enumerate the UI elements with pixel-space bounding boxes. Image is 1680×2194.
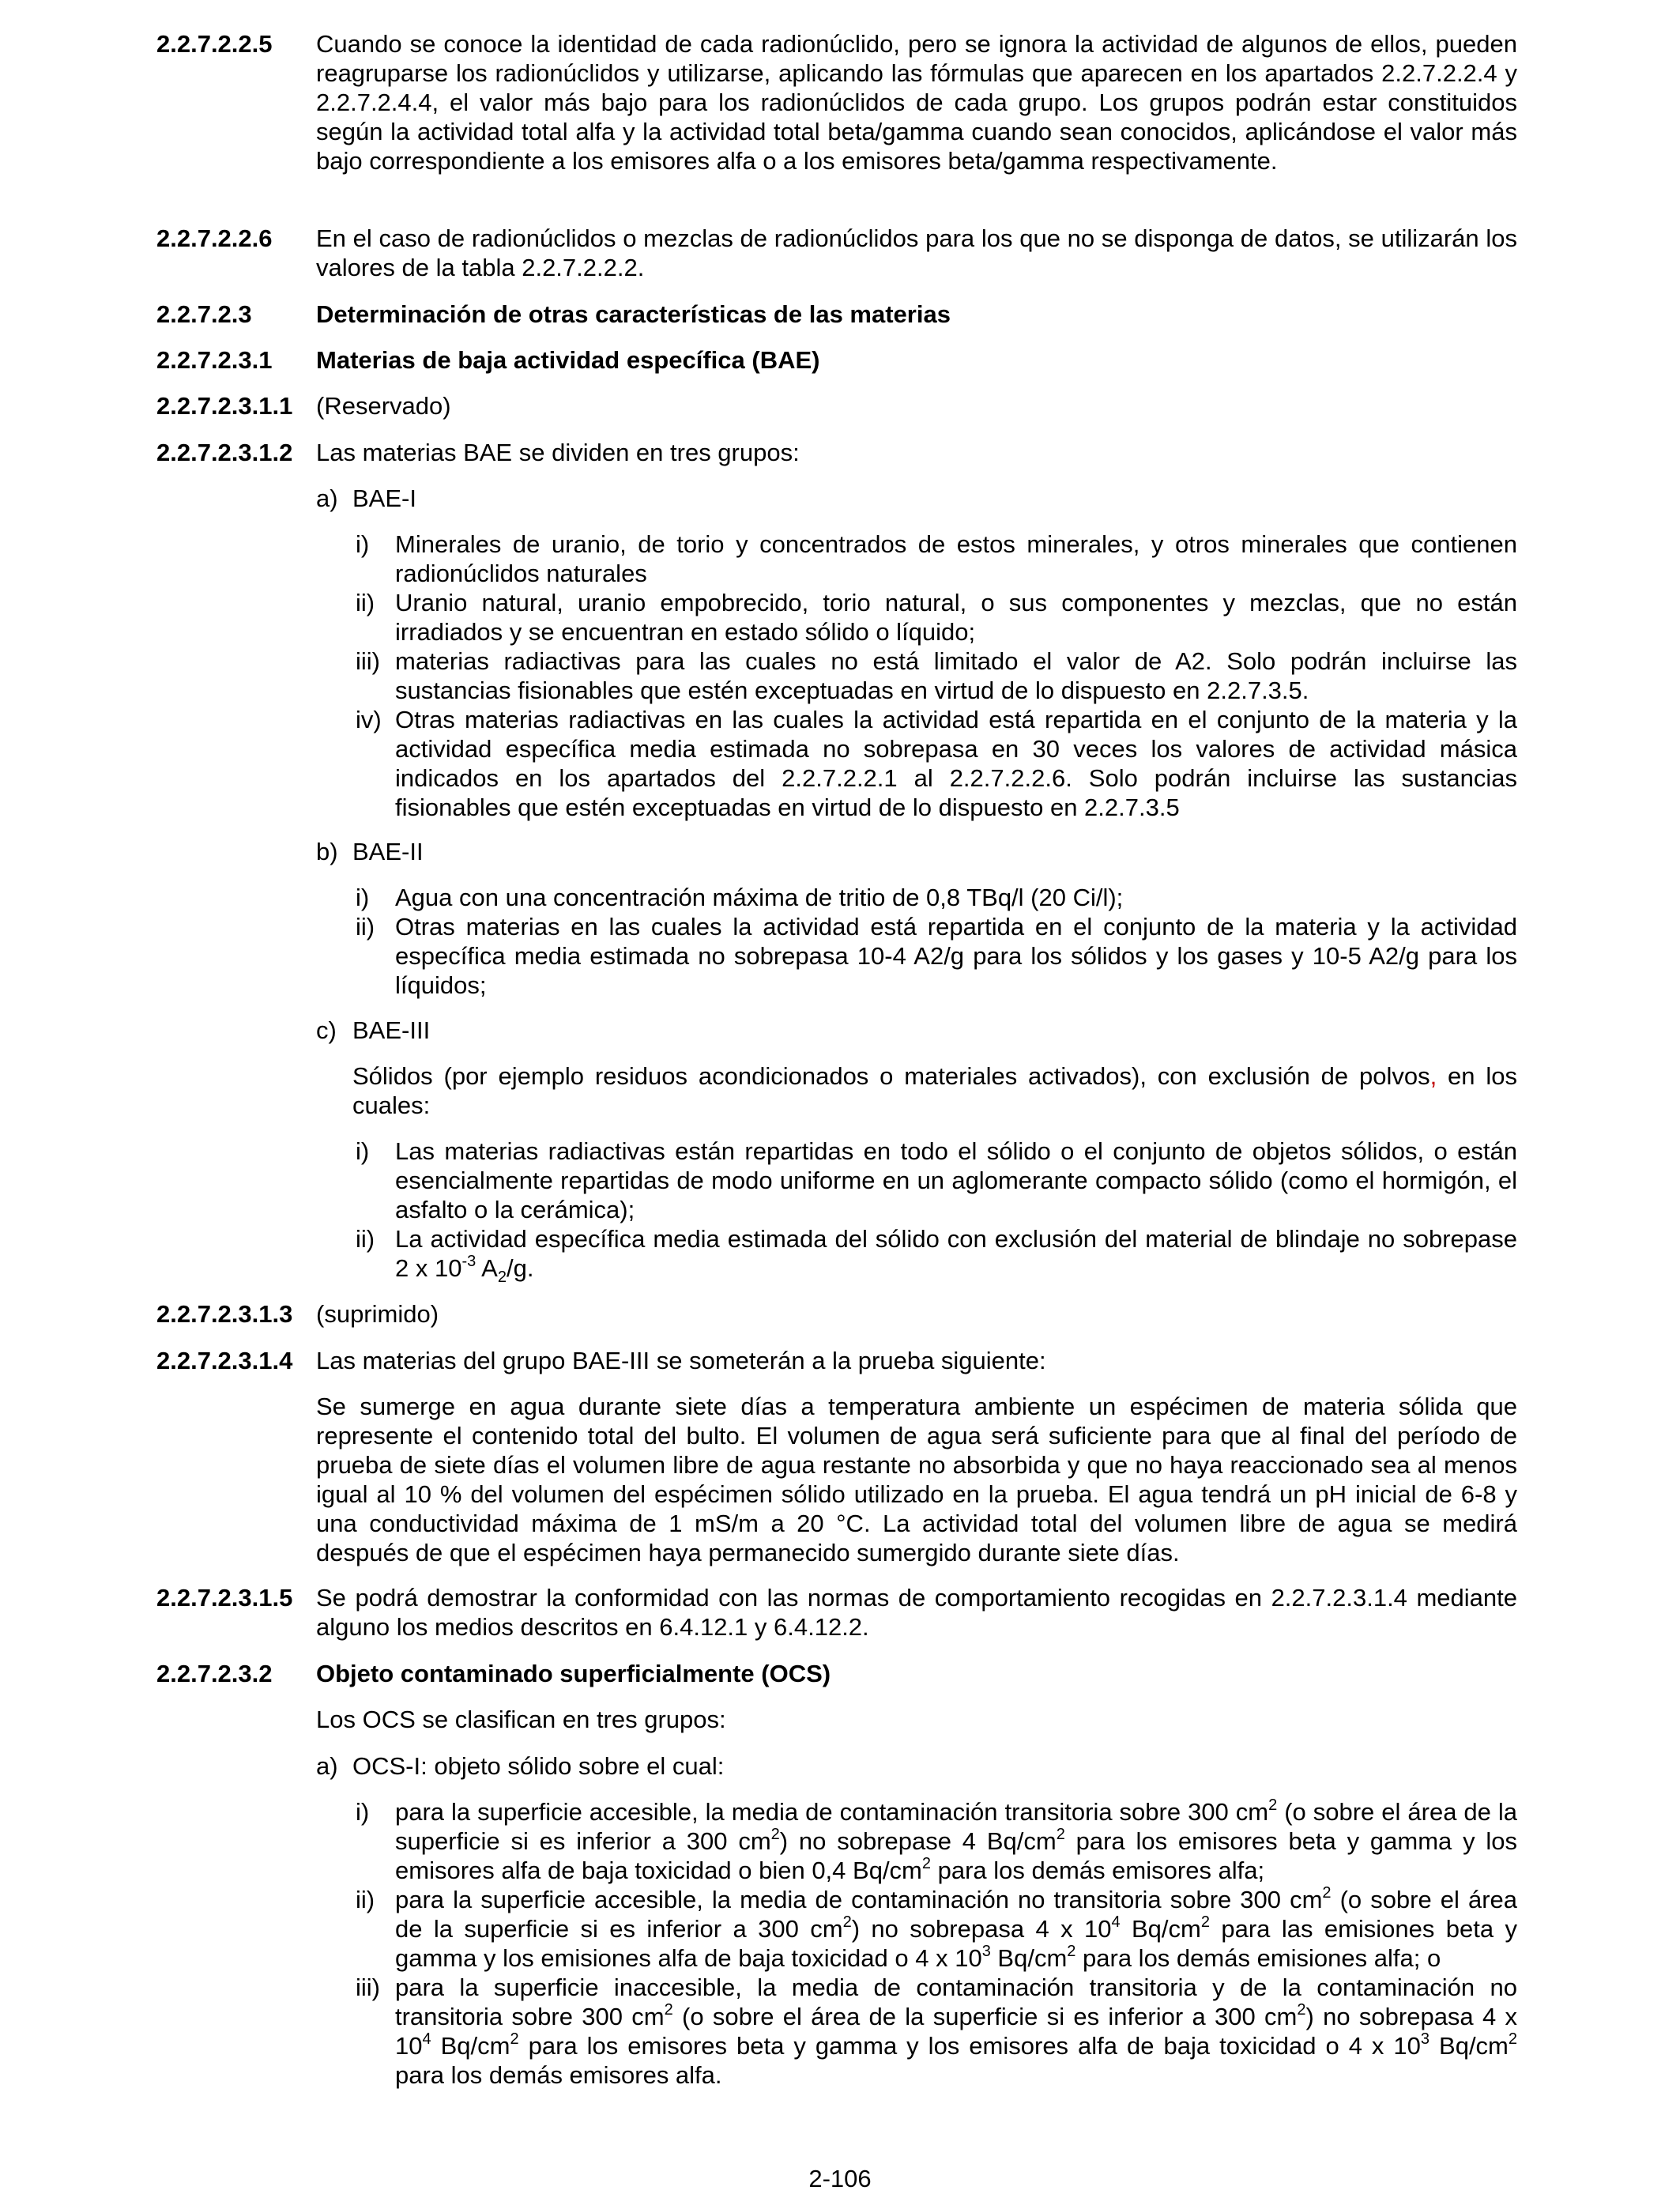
section-number: 2.2.7.2.2.6 <box>156 224 273 252</box>
item-text: para la superficie accesible, la media de contaminación transitoria sobre 300 $cm^2$ (o sobre el área de la superficie si es inferior a 300 $cm^2$) no sobrepase 4 $Bq/cm^2$ para los emisores beta y gamma y los emisores alfa de baja toxicidad o bien 0,4 $Bq/cm^2$ para los demás emisores alfa; <box>395 1796 1517 1884</box>
section-number: 2.2.7.2.3.1.4 <box>156 1347 293 1374</box>
item-title: BAE-II <box>352 838 424 865</box>
item-text: Uranio natural, uranio empobrecido, torio natural, o sus componentes y mezclas, que no están irradiados y se encuentran en estado sólido o líquido; <box>395 589 1517 646</box>
item-label: c) <box>316 1016 337 1044</box>
list-item <box>356 588 1517 647</box>
item-text: Las materias radiactivas están repartidas en todo el sólido o el conjunto de objetos sólidos, o están esencialmente repartidas de modo uniforme en un aglomerante compacto sólido (como el hormigón, el asfalto o la cerámica); <box>395 1137 1517 1223</box>
item-label: iv) <box>356 706 382 733</box>
list-item <box>356 705 1517 822</box>
item-label: iii) <box>356 647 380 675</box>
list-item <box>356 1797 1517 1885</box>
item-label: i) <box>356 530 370 558</box>
section-number: 2.2.7.2.2.5 <box>156 30 273 58</box>
item-title: OCS-I: objeto sólido sobre el cual: <box>352 1752 725 1780</box>
section-heading: Determinación de otras características de las materias <box>316 300 951 328</box>
item-text: Otras materias en las cuales la actividad está repartida en el conjunto de la materia y la actividad específica media estimada no sobrepasa 10-4 A2/g para los sólidos y los gases y 10-5 A2/g para los líquidos; <box>395 913 1517 999</box>
section-text: En el caso de radionúclidos o mezclas de radionúclidos para los que no se disponga de datos, se utilizarán los valores de la tabla 2.2.7.2.2.2. <box>316 224 1517 281</box>
section-text: Se podrá demostrar la conformidad con las normas de comportamiento recogidas en 2.2.7.2.3.1.4 mediante alguno los medios descritos en 6.4.12.1 y 6.4.12.2. <box>316 1584 1517 1641</box>
list-item <box>356 1224 1517 1287</box>
list-item <box>356 883 1517 912</box>
item-title: BAE-I <box>352 484 416 512</box>
bae-iii-intro: Sólidos (por ejemplo residuos acondicionados o materiales activados), con exclusión de polvos, en los cuales: <box>352 1062 1517 1119</box>
item-label: i) <box>356 1798 370 1826</box>
item-label: i) <box>356 1137 370 1165</box>
item-title: BAE-III <box>352 1016 431 1044</box>
item-label: i) <box>356 884 370 911</box>
section-number: 2.2.7.2.3 <box>156 300 252 328</box>
item-label: iii) <box>356 1973 380 2001</box>
test-paragraph: Se sumerge en agua durante siete días a temperatura ambiente un espécimen de materia sólida que represente el contenido total del bulto. El volumen de agua será suficiente para que al final del período de prueba de siete días el volumen libre de agua restante no absorbida y que no haya reaccionado sea al menos igual al 10 % del volumen del espécimen sólido utilizado en la prueba. El agua tendrá un pH inicial de 6-8 y una conductividad máxima de 1 mS/m a 20 °C. La actividad total del volumen libre de agua se medirá después de que el espécimen haya permanecido sumergido durante siete días. <box>316 1393 1517 1566</box>
section-heading: Materias de baja actividad específica (BAE) <box>316 346 820 374</box>
section-number: 2.2.7.2.3.1.1 <box>156 392 293 420</box>
section-number: 2.2.7.2.3.1.3 <box>156 1300 293 1328</box>
deletion-mark: , <box>1430 1062 1437 1090</box>
item-text: La actividad específica media estimada del sólido con exclusión del material de blindaje no sobrepase 2 x $10^{-3}$ $A_2/g$. <box>395 1225 1517 1287</box>
section-number: 2.2.7.2.3.1 <box>156 346 273 374</box>
item-text: para la superficie accesible, la media de contaminación no transitoria sobre 300 $cm^2$ (o sobre el área de la superficie si es inferior a 300 $cm^2$) no sobrepasa 4 x $10^4$ $Bq/cm^2$ para las emisiones beta y gamma y los emisiones alfa de baja toxicidad o 4 x $10^3$ $Bq/cm^2$ para los demás emisiones alfa; o <box>395 1883 1518 1972</box>
section-text: (Reservado) <box>316 392 451 420</box>
list-item <box>356 1137 1517 1224</box>
page-number: 2-106 <box>808 2165 872 2192</box>
item-label: a) <box>316 1752 338 1780</box>
ocs-intro: Los OCS se clasifican en tres grupos: <box>316 1706 726 1733</box>
item-text: Otras materias radiactivas en las cuales la actividad está repartida en el conjunto de la materia y la actividad específica media estimada no sobrepasa en 30 veces los valores de actividad másica indicados en los apartados del 2.2.7.2.2.1 al 2.2.7.2.2.6. Solo podrán incluirse las sustancias fisionables que estén exceptuadas en virtud de lo dispuesto en 2.2.7.3.5 <box>395 706 1517 821</box>
item-label: b) <box>316 838 338 865</box>
section-text: (suprimido) <box>316 1300 439 1328</box>
item-text: Minerales de uranio, de torio y concentrados de estos minerales, y otros minerales que contienen radionúclidos naturales <box>395 530 1517 587</box>
section-text: Cuando se conoce la identidad de cada radionúclido, pero se ignora la actividad de algunos de ellos, pueden reagruparse los radionúclidos y utilizarse, aplicando las fórmulas que aparecen en los apartados 2.2.7.2.2.4 y 2.2.7.2.4.4, el valor más bajo para los radionúclidos de cada grupo. Los grupos podrán estar constituidos según la actividad total alfa y la actividad total beta/gamma cuando sean conocidos, aplicándose el valor más bajo correspondiente a los emisores alfa o a los emisores beta/gamma respectivamente. <box>316 30 1517 175</box>
section-number: 2.2.7.2.3.1.5 <box>156 1584 293 1612</box>
list-item <box>356 1885 1517 1973</box>
item-label: ii) <box>356 589 375 616</box>
item-label: ii) <box>356 1225 375 1253</box>
section-number: 2.2.7.2.3.2 <box>156 1660 273 1687</box>
list-item <box>356 912 1517 1000</box>
list-item <box>356 1973 1517 2090</box>
section-number: 2.2.7.2.3.1.2 <box>156 439 293 466</box>
item-label: ii) <box>356 913 375 941</box>
section-text: Las materias del grupo BAE-III se someterán a la prueba siguiente: <box>316 1347 1046 1374</box>
item-text: Agua con una concentración máxima de tritio de 0,8 TBq/l (20 Ci/l); <box>395 884 1124 911</box>
list-item <box>356 530 1517 588</box>
list-item <box>356 647 1517 705</box>
item-label: ii) <box>356 1886 375 1913</box>
item-label: a) <box>316 484 338 512</box>
section-heading: Objeto contaminado superficialmente (OCS) <box>316 1660 831 1687</box>
item-text: materias radiactivas para las cuales no está limitado el valor de A2. Solo podrán incluirse las sustancias fisionables que estén exceptuadas en virtud de lo dispuesto en 2.2.7.3.5. <box>395 647 1517 704</box>
item-text: para la superficie inaccesible, la media de contaminación transitoria y de la contaminación no transitoria sobre 300 $cm^2$ (o sobre el área de la superficie si es inferior a 300 $cm^2$) no sobrepasa 4 x $10^4$ $Bq/cm^2$ para los emisores beta y gamma y los emisores alfa de baja toxicidad o 4 x $10^3$ $Bq/cm^2$ para los demás emisores alfa. <box>395 1973 1518 2089</box>
section-text: Las materias BAE se dividen en tres grupos: <box>316 439 800 466</box>
